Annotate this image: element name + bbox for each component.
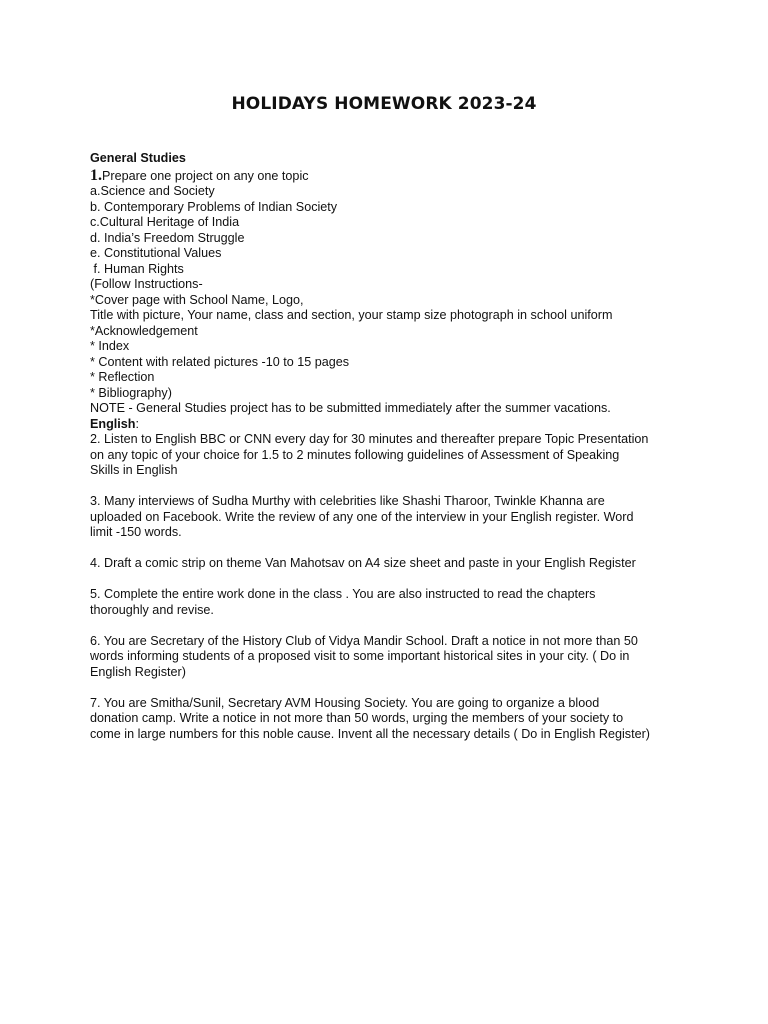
gs-instruction: (Follow Instructions- bbox=[90, 277, 203, 291]
english-heading-label: English bbox=[90, 416, 136, 431]
english-item-line: on any topic of your choice for 1.5 to 2 minutes following guidelines of Assessment of Speaking bbox=[90, 447, 620, 462]
gs-instruction: * Index bbox=[90, 339, 130, 353]
gs-instruction: * Bibliography) bbox=[90, 385, 172, 400]
english-heading bbox=[90, 417, 710, 433]
english-item-line: English Register) bbox=[90, 664, 186, 679]
english-item-3 bbox=[90, 494, 710, 541]
gs-topic: d. India’s Freedom Struggle bbox=[90, 230, 245, 245]
english-item-line: 4. Draft a comic strip on theme Van Mahotsav on A4 size sheet and paste in your English Register bbox=[90, 556, 636, 570]
gs-instructions bbox=[90, 277, 710, 401]
gs-item-1-number: 1. bbox=[90, 166, 102, 184]
english-item-line: 6. You are Secretary of the History Club of Vidya Mandir School. Draft a notice in not more than 50 bbox=[90, 633, 638, 648]
english-item-line: Skills in English bbox=[90, 463, 178, 477]
gs-topic: a.Science and Society bbox=[90, 184, 215, 198]
english-item-line: 2. Listen to English BBC or CNN every day for 30 minutes and thereafter prepare Topic Presentation bbox=[90, 432, 649, 446]
english-item-line: limit -150 words. bbox=[90, 525, 182, 539]
gs-item-1 bbox=[90, 168, 710, 185]
english-item-4 bbox=[90, 556, 710, 572]
gs-note: NOTE - General Studies project has to be submitted immediately after the summer vacations. bbox=[90, 401, 611, 415]
english-item-line: 7. You are Smitha/Sunil, Secretary AVM Housing Society. You are going to organize a blood bbox=[90, 695, 600, 710]
gs-instruction: * Reflection bbox=[90, 370, 155, 384]
english-item-line: donation camp. Write a notice in not more than 50 words, urging the members of your society to bbox=[90, 711, 624, 725]
gs-topic: b. Contemporary Problems of Indian Society bbox=[90, 199, 338, 214]
english-item-line: 3. Many interviews of Sudha Murthy with celebrities like Shashi Tharoor, Twinkle Khanna are bbox=[90, 494, 605, 508]
english-heading-colon: : bbox=[135, 416, 139, 431]
english-item-line: uploaded on Facebook. Write the review of any one of the interview in your English register. Word bbox=[90, 509, 634, 524]
page-title: HOLIDAYS HOMEWORK 2023-24 bbox=[231, 94, 537, 114]
english-item-7 bbox=[90, 696, 710, 743]
document-body bbox=[90, 151, 710, 742]
gs-instruction: * Content with related pictures -10 to 15 pages bbox=[90, 354, 350, 369]
english-item-line: words informing students of a proposed visit to some important historical sites in your city. ( Do in bbox=[90, 649, 630, 663]
gs-topic: c.Cultural Heritage of India bbox=[90, 215, 240, 229]
gs-instruction: *Cover page with School Name, Logo, bbox=[90, 292, 304, 307]
gs-item-1-text: Prepare one project on any one topic bbox=[102, 168, 309, 183]
gs-topic: e. Constitutional Values bbox=[90, 246, 222, 260]
gs-topic-list bbox=[90, 184, 710, 277]
gs-topic: f. Human Rights bbox=[90, 261, 184, 276]
english-item-2 bbox=[90, 432, 710, 479]
english-item-line: come in large numbers for this noble cause. Invent all the necessary details ( Do in English Register) bbox=[90, 726, 650, 741]
english-item-5 bbox=[90, 587, 710, 618]
english-item-6 bbox=[90, 634, 710, 681]
general-studies-heading: General Studies bbox=[90, 151, 186, 165]
gs-instruction: *Acknowledgement bbox=[90, 323, 198, 338]
english-item-line: thoroughly and revise. bbox=[90, 602, 214, 617]
english-item-line: 5. Complete the entire work done in the class . You are also instructed to read the chapters bbox=[90, 587, 596, 601]
gs-instruction: Title with picture, Your name, class and section, your stamp size photograph in school uniform bbox=[90, 308, 613, 322]
